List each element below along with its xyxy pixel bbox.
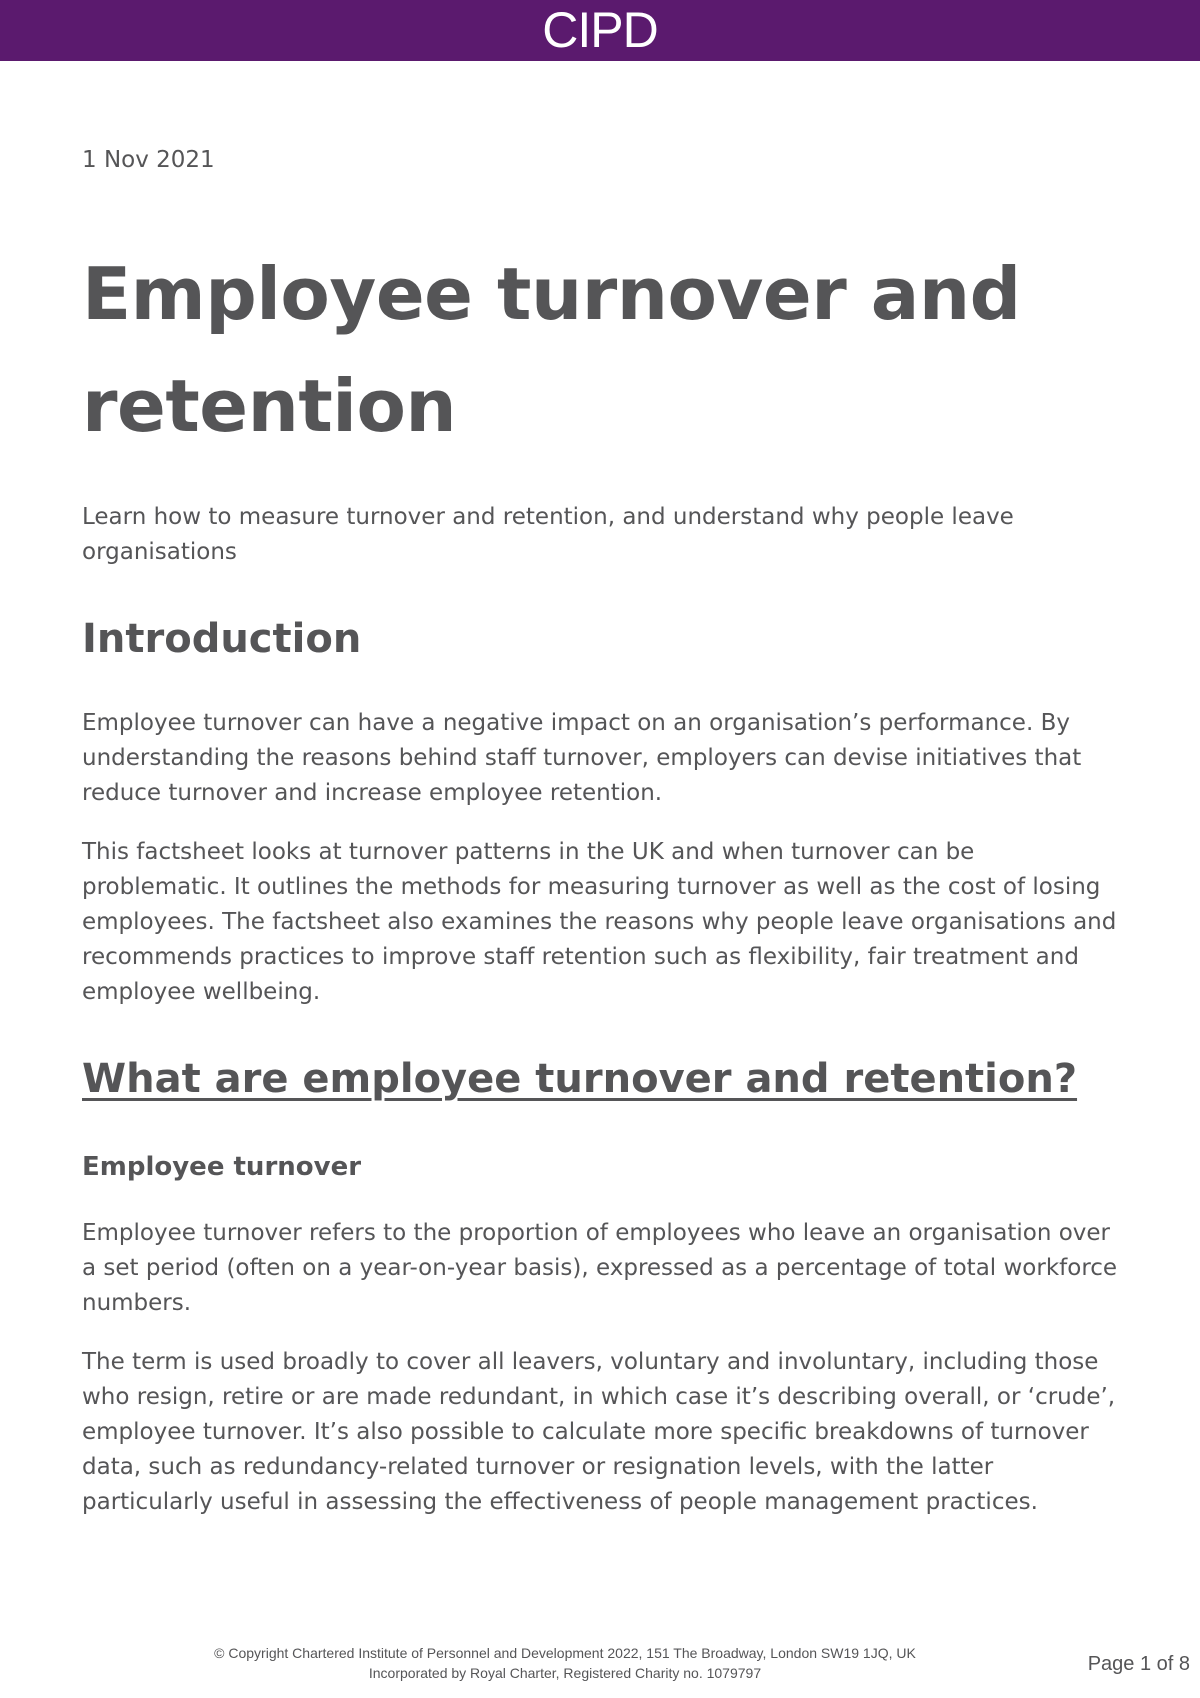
turnover-paragraph-2: The term is used broadly to cover all leavers, voluntary and involuntary, including those who resign, retire or are made redundant, in which case it’s describing overall, or ‘crude’, employee turnover. It’s also possible to calculate more specific breakdowns of turnover data, such as redundancy-related turnover or resignation levels, with the latter particularly useful in assessing the effectiveness of people management practices. xyxy=(82,1349,1116,1515)
page-title: Employee turnover and retention xyxy=(82,252,1021,448)
section-heading-introduction: Introduction xyxy=(82,616,362,662)
turnover-paragraph-1: Employee turnover refers to the proportion of employees who leave an organisation over a set period (often on a year-on-year basis), expressed as a percentage of total workforce numbers. xyxy=(82,1220,1118,1316)
section-heading-link-turnover-retention[interactable]: What are employee turnover and retention? xyxy=(82,1056,1078,1102)
footer-legal xyxy=(155,1643,975,1683)
intro-paragraph-2: This factsheet looks at turnover patterns in the UK and when turnover can be problematic. It outlines the methods for measuring turnover as well as the cost of losing employees. The factsheet also examines the reasons why people leave organisations and recommends practices to improve staff retention such as flexibility, fair treatment and employee wellbeing. xyxy=(82,839,1117,1005)
subheading-employee-turnover: Employee turnover xyxy=(82,1152,362,1182)
article-summary: Learn how to measure turnover and retention, and understand why people leave organisations xyxy=(82,504,1014,565)
footer-charter: Incorporated by Royal Charter, Registered Charity no. 1079797 xyxy=(368,1665,762,1681)
footer-copyright: © Copyright Chartered Institute of Personnel and Development 2022, 151 The Broadway, London SW19 1JQ, UK xyxy=(214,1645,916,1661)
page-number: Page 1 of 8 xyxy=(1087,1653,1190,1675)
cipd-logo[interactable]: CIPD xyxy=(542,2,658,58)
intro-paragraph-1: Employee turnover can have a negative impact on an organisation’s performance. By understanding the reasons behind staff turnover, employers can devise initiatives that reduce turnover and increase employee retention. xyxy=(82,710,1082,806)
publish-date: 1 Nov 2021 xyxy=(82,147,215,173)
